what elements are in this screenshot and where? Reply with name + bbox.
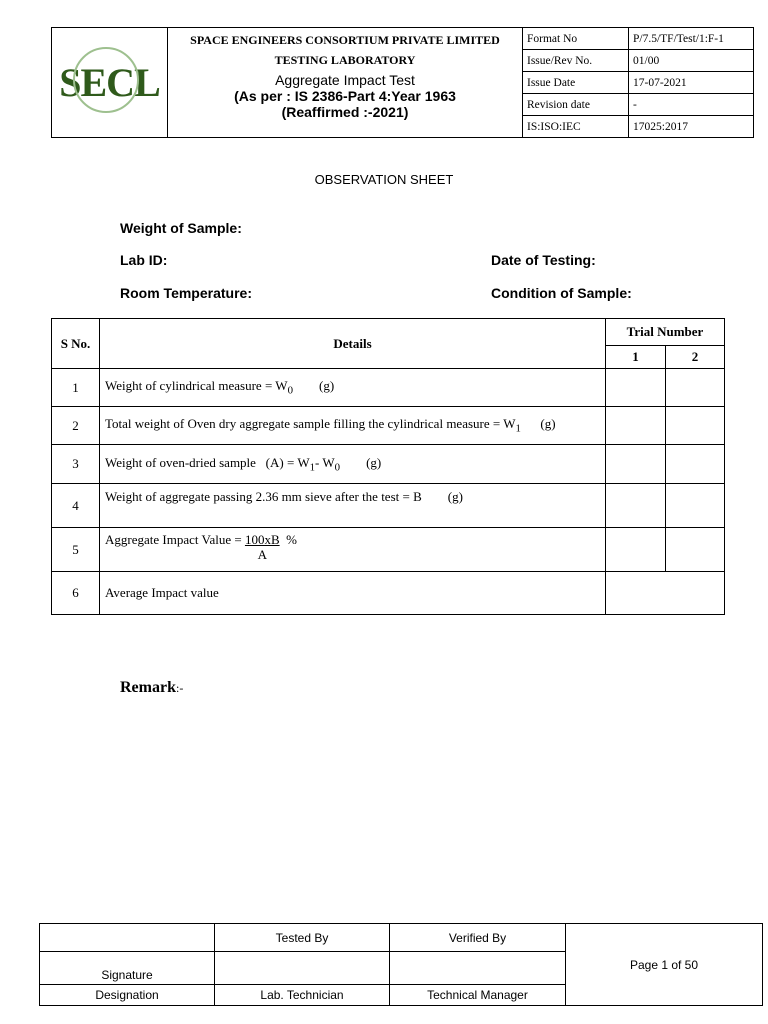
details-text: Aggregate Impact Value = [105, 532, 245, 547]
trial-2-header: 2 [666, 346, 725, 369]
row-details [100, 528, 606, 572]
meta-value: 01/00 [629, 50, 754, 72]
room-temperature-label: Room Temperature: [120, 285, 252, 301]
table-row [52, 528, 725, 572]
row-details: Weight of aggregate passing 2.36 mm sieve after the test = B (g) [100, 484, 606, 528]
lab-name: TESTING LABORATORY [274, 53, 416, 67]
trial-1-header: 1 [606, 346, 666, 369]
details-text: Total weight of Oven dry aggregate sample filling the cylindrical measure = W [105, 416, 516, 432]
fraction-denominator: A [257, 547, 267, 562]
meta-value: - [629, 94, 754, 116]
details-unit: (g) [520, 416, 556, 432]
remark-label [120, 679, 183, 697]
details-unit: (g) [293, 378, 335, 394]
lab-technician-label: Lab. Technician [215, 985, 390, 1006]
header-title-cell [168, 28, 523, 138]
col-sno-header: S No. [52, 319, 100, 369]
details-unit: % [279, 532, 297, 547]
trial-1-cell[interactable] [606, 369, 666, 407]
subscript: 1 [515, 422, 521, 435]
meta-key: IS:ISO:IEC [523, 116, 629, 138]
row-details [100, 445, 606, 484]
footer-row [40, 924, 763, 952]
trial-1-cell[interactable] [606, 445, 666, 484]
table-header-row [52, 319, 725, 346]
meta-key: Revision date [523, 94, 629, 116]
details-unit: (g) [340, 454, 382, 470]
average-cell[interactable] [606, 572, 725, 615]
details-text: Weight of cylindrical measure = W [105, 378, 288, 394]
trial-2-cell[interactable] [666, 445, 725, 484]
logo-text: SECL [59, 60, 160, 105]
test-reaffirmed: (Reaffirmed :-2021) [281, 104, 409, 120]
table-row [52, 445, 725, 484]
condition-of-sample-label: Condition of Sample: [491, 285, 632, 301]
row-sno: 4 [52, 484, 100, 528]
logo-ring [73, 47, 139, 113]
col-trial-header: Trial Number [606, 319, 725, 346]
trial-2-cell[interactable] [666, 407, 725, 445]
row-sno: 1 [52, 369, 100, 407]
meta-key: Issue/Rev No. [523, 50, 629, 72]
remark-suffix: :- [175, 681, 184, 695]
row-sno: 3 [52, 445, 100, 484]
footer-blank-cell [40, 924, 215, 952]
fraction-numerator: 100xB [244, 532, 280, 547]
row-sno: 6 [52, 572, 100, 615]
row-details: Average Impact value [100, 572, 606, 615]
subscript: 0 [334, 461, 341, 474]
details-text-mid: - W [315, 454, 335, 470]
secl-logo [59, 59, 160, 106]
meta-key: Format No [523, 28, 629, 50]
technical-manager-label: Technical Manager [390, 985, 566, 1006]
trial-2-cell[interactable] [666, 369, 725, 407]
row-details [100, 407, 606, 445]
meta-value: 17-07-2021 [629, 72, 754, 94]
company-name: SPACE ENGINEERS CONSORTIUM PRIVATE LIMITED [190, 33, 500, 47]
test-standard: (As per : IS 2386-Part 4:Year 1963 [234, 88, 456, 104]
verified-by-signature-cell[interactable] [390, 952, 566, 985]
col-details-header: Details [100, 319, 606, 369]
row-sno: 2 [52, 407, 100, 445]
table-row [52, 484, 725, 528]
meta-key: Issue Date [523, 72, 629, 94]
document-header [51, 27, 754, 138]
subscript: 1 [309, 461, 316, 474]
observation-sheet-title: OBSERVATION SHEET [314, 172, 454, 187]
meta-value: P/7.5/TF/Test/1:F-1 [629, 28, 754, 50]
weight-of-sample-label: Weight of Sample: [120, 220, 242, 236]
fraction [245, 532, 280, 562]
signature-label: Signature [40, 952, 215, 985]
observation-table [51, 318, 725, 615]
designation-label: Designation [40, 985, 215, 1006]
trial-2-cell[interactable] [666, 484, 725, 528]
tested-by-signature-cell[interactable] [215, 952, 390, 985]
trial-2-cell[interactable] [666, 528, 725, 572]
date-of-testing-label: Date of Testing: [491, 252, 596, 268]
remark-text: Remark [120, 679, 176, 696]
row-sno: 5 [52, 528, 100, 572]
table-row [52, 369, 725, 407]
meta-value: 17025:2017 [629, 116, 754, 138]
signature-footer [39, 923, 763, 1006]
test-name: Aggregate Impact Test [275, 72, 415, 88]
row-details [100, 369, 606, 407]
trial-1-cell[interactable] [606, 528, 666, 572]
trial-1-cell[interactable] [606, 484, 666, 528]
table-row [52, 572, 725, 615]
tested-by-header: Tested By [215, 924, 390, 952]
subscript: 0 [287, 384, 293, 397]
verified-by-header: Verified By [390, 924, 566, 952]
trial-1-cell[interactable] [606, 407, 666, 445]
page-number: Page 1 of 50 [566, 924, 763, 1006]
lab-id-label: Lab ID: [120, 252, 168, 268]
table-row [52, 407, 725, 445]
details-text: Weight of oven-dried sample (A) = W [105, 454, 310, 470]
logo-cell [52, 28, 168, 138]
